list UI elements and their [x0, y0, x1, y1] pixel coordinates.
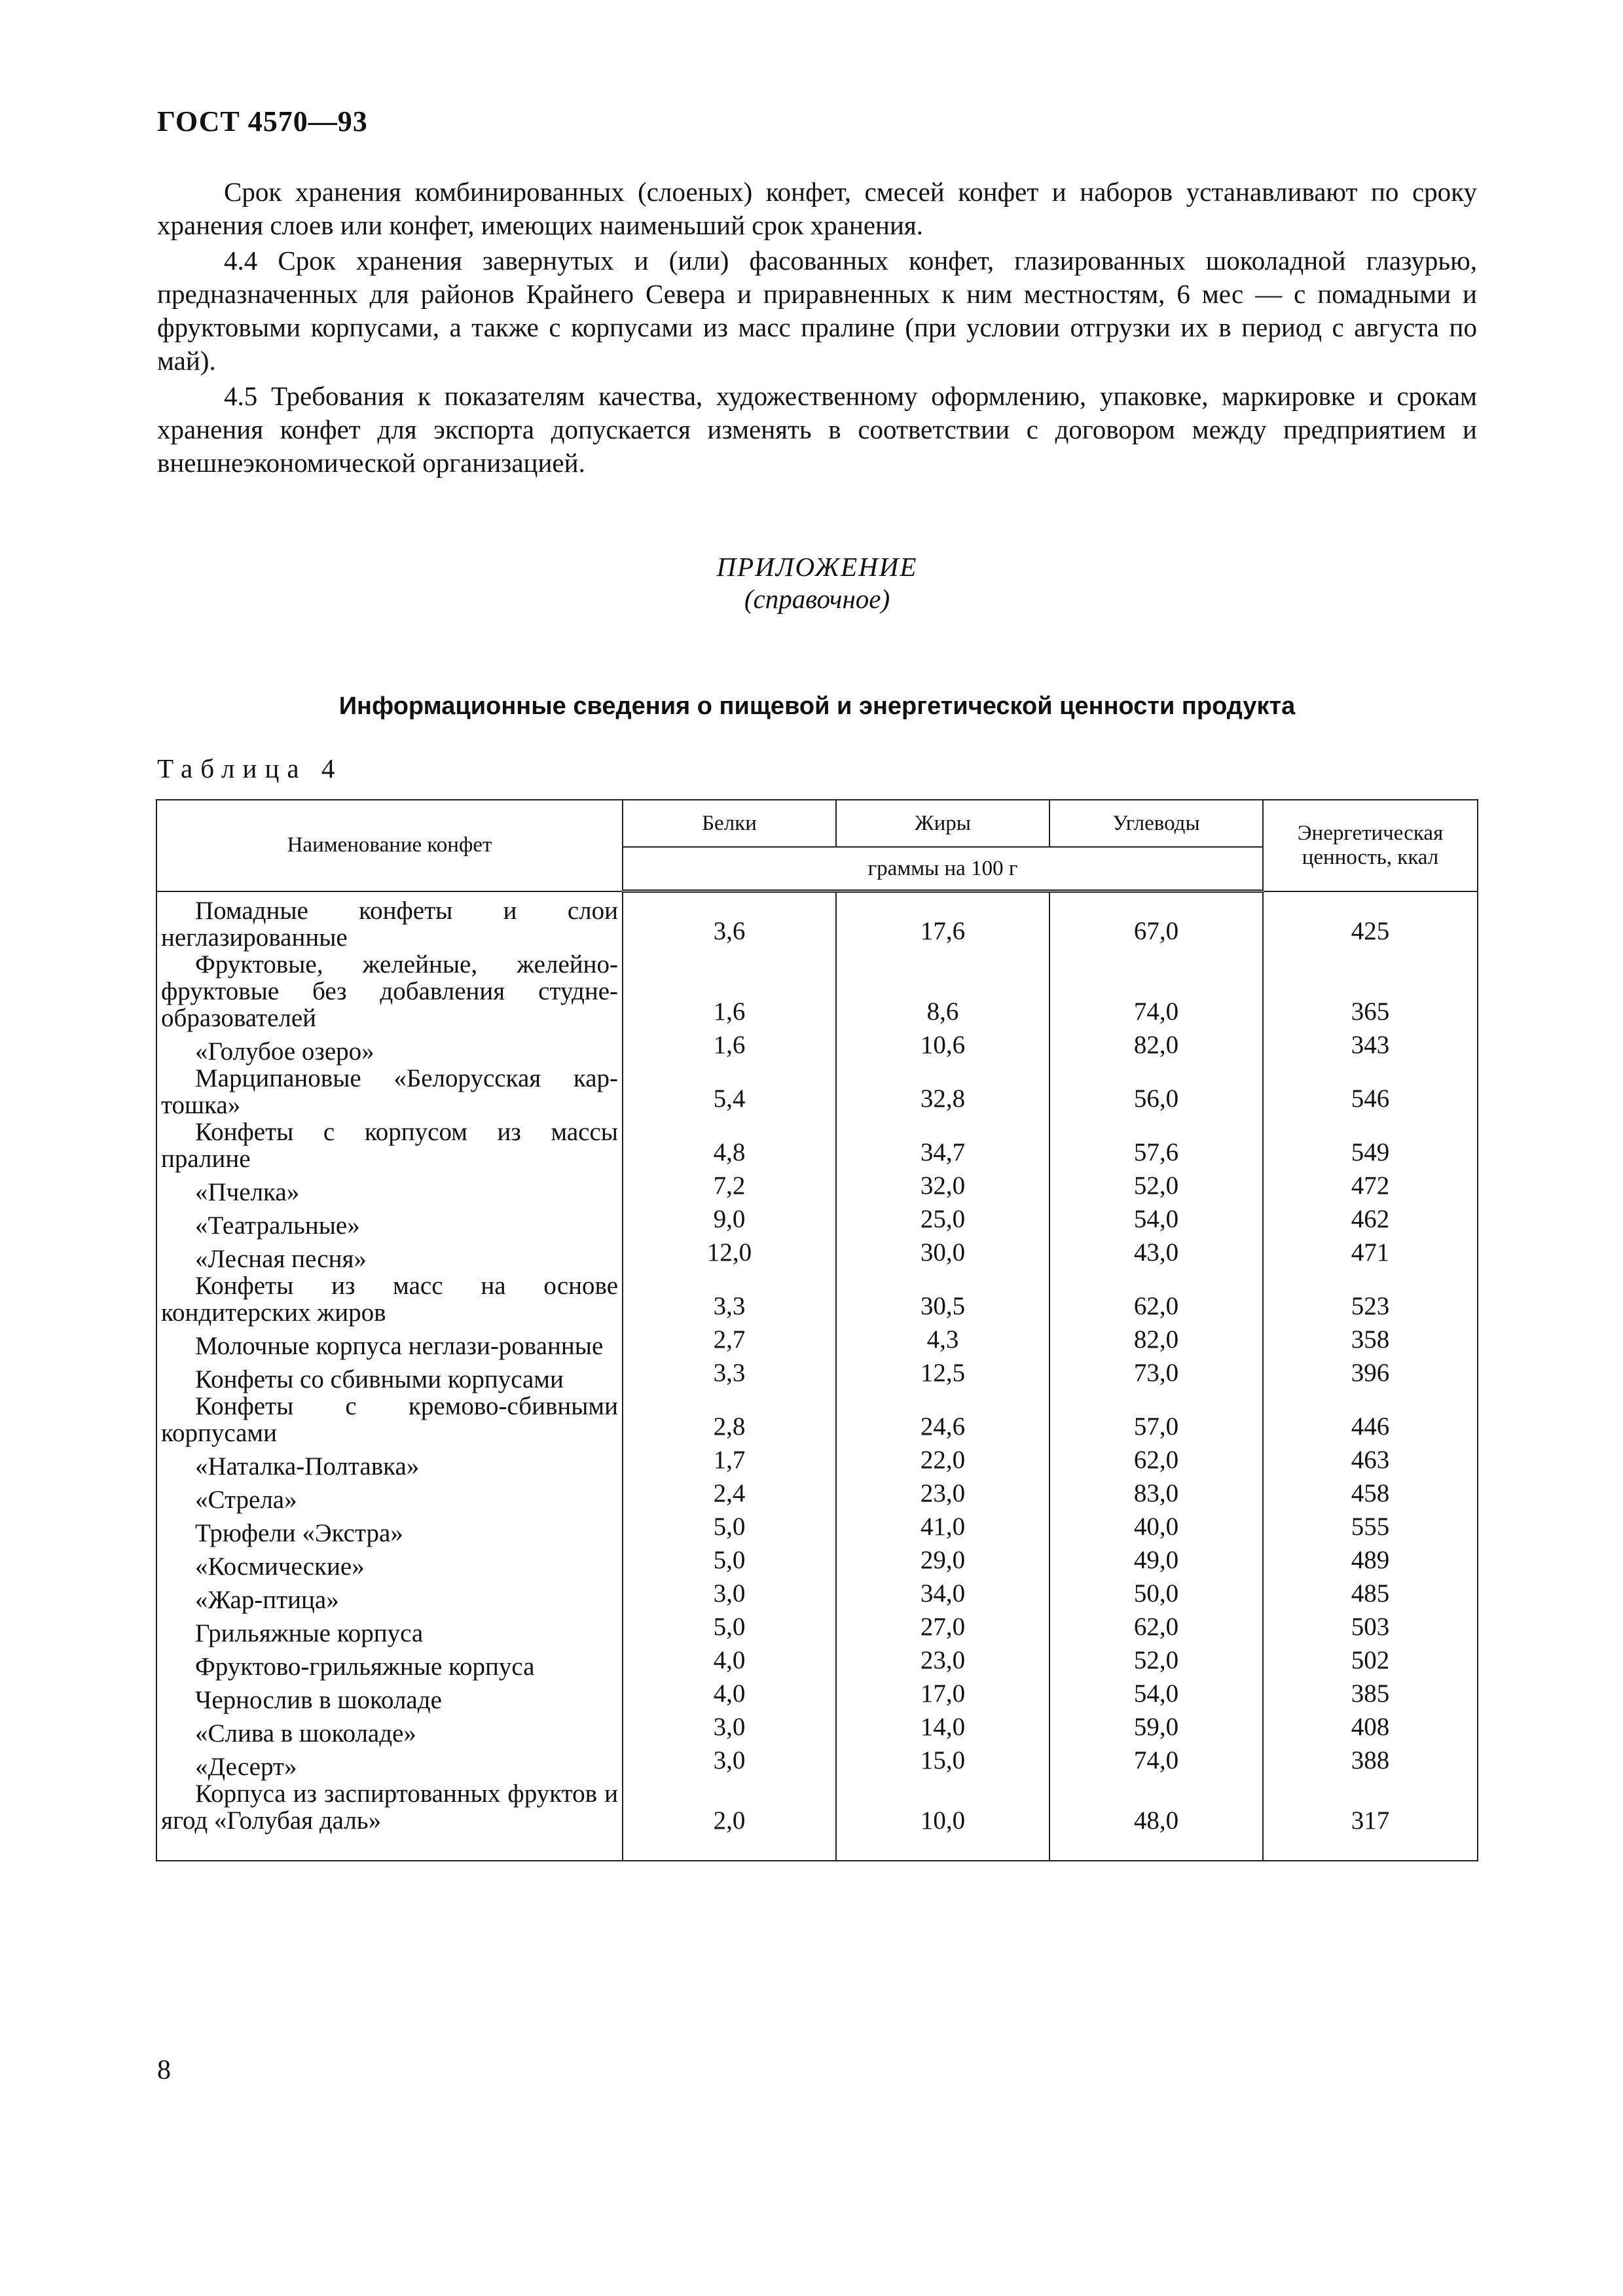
cell-protein: 3,0	[623, 1580, 836, 1613]
cell-fat: 34,7	[836, 1119, 1049, 1172]
cell-energy: 472	[1263, 1172, 1478, 1206]
cell-carbs: 48,0	[1049, 1780, 1263, 1861]
cell-protein: 7,2	[623, 1172, 836, 1206]
cell-protein: 2,7	[623, 1326, 836, 1359]
cell-fat: 22,0	[836, 1446, 1049, 1480]
page-number: 8	[157, 2055, 171, 2085]
cell-name: Корпуса из заспиртованных фруктов и ягод «Голубая даль»	[156, 1780, 623, 1861]
cell-name: «Лесная песня»	[156, 1239, 623, 1272]
header-energy: Энергетическая ценность, ккал	[1263, 800, 1478, 891]
cell-energy: 396	[1263, 1359, 1478, 1393]
cell-protein: 3,6	[623, 891, 836, 951]
cell-fat: 4,3	[836, 1326, 1049, 1359]
cell-name: «Голубое озеро»	[156, 1031, 623, 1065]
cell-name: Конфеты с кремово-сбивными корпусами	[156, 1393, 623, 1446]
table-row	[156, 1326, 1478, 1359]
header-fat: Жиры	[836, 800, 1049, 847]
cell-name: Конфеты с корпусом из массы пралине	[156, 1119, 623, 1172]
cell-fat: 30,0	[836, 1239, 1049, 1272]
cell-carbs: 57,6	[1049, 1119, 1263, 1172]
cell-fat: 14,0	[836, 1713, 1049, 1747]
cell-fat: 17,0	[836, 1680, 1049, 1713]
table-row	[156, 1272, 1478, 1326]
cell-fat: 10,6	[836, 1031, 1049, 1065]
cell-carbs: 62,0	[1049, 1272, 1263, 1326]
table-row	[156, 1780, 1478, 1861]
cell-fat: 25,0	[836, 1206, 1049, 1239]
cell-carbs: 40,0	[1049, 1513, 1263, 1547]
cell-energy: 549	[1263, 1119, 1478, 1172]
cell-carbs: 83,0	[1049, 1480, 1263, 1513]
cell-energy: 546	[1263, 1065, 1478, 1119]
header-carbs: Углеводы	[1049, 800, 1263, 847]
cell-fat: 41,0	[836, 1513, 1049, 1547]
cell-energy: 485	[1263, 1580, 1478, 1613]
cell-name: Марципановые «Белорусская кар-тошка»	[156, 1065, 623, 1119]
cell-carbs: 52,0	[1049, 1172, 1263, 1206]
cell-carbs: 82,0	[1049, 1031, 1263, 1065]
cell-carbs: 56,0	[1049, 1065, 1263, 1119]
cell-energy: 408	[1263, 1713, 1478, 1747]
nutrition-table	[156, 799, 1478, 1861]
appendix-title: ПРИЛОЖЕНИЕ	[716, 552, 918, 582]
cell-protein: 5,0	[623, 1613, 836, 1647]
cell-fat: 32,8	[836, 1065, 1049, 1119]
cell-energy: 425	[1263, 891, 1478, 951]
table-row	[156, 1119, 1478, 1172]
cell-name: «Слива в шоколаде»	[156, 1713, 623, 1747]
section-title: Информационные сведения о пищевой и энергетической ценности продукта	[338, 692, 1296, 720]
cell-carbs: 67,0	[1049, 891, 1263, 951]
cell-energy: 555	[1263, 1513, 1478, 1547]
cell-protein: 1,6	[623, 1031, 836, 1065]
cell-name: «Пчелка»	[156, 1172, 623, 1206]
cell-name: Фруктовые, желейные, желейно-фруктовые без добавления студне-образователей	[156, 951, 623, 1031]
table-row	[156, 1580, 1478, 1613]
cell-fat: 34,0	[836, 1580, 1049, 1613]
cell-energy: 489	[1263, 1547, 1478, 1580]
table-label: Таблица 4	[157, 753, 343, 783]
cell-energy: 358	[1263, 1326, 1478, 1359]
cell-protein: 9,0	[623, 1206, 836, 1239]
cell-protein: 4,8	[623, 1119, 836, 1172]
cell-fat: 23,0	[836, 1480, 1049, 1513]
cell-carbs: 62,0	[1049, 1446, 1263, 1480]
cell-carbs: 62,0	[1049, 1613, 1263, 1647]
cell-protein: 3,0	[623, 1713, 836, 1747]
cell-protein: 5,4	[623, 1065, 836, 1119]
cell-energy: 523	[1263, 1272, 1478, 1326]
paragraph: 4.5 Требования к показателям качества, художественному оформлению, упаковке, маркировке и срокам хранения конфет для экспорта допускается изменять в соответствии с договором между предприятием и внешнеэкономической организацией.	[157, 381, 1477, 478]
cell-carbs: 59,0	[1049, 1713, 1263, 1747]
cell-protein: 4,0	[623, 1680, 836, 1713]
cell-carbs: 50,0	[1049, 1580, 1263, 1613]
cell-energy: 503	[1263, 1613, 1478, 1647]
cell-name: Конфеты из масс на основе кондитерских жиров	[156, 1272, 623, 1326]
cell-carbs: 82,0	[1049, 1326, 1263, 1359]
table-row	[156, 1446, 1478, 1480]
paragraph: 4.4 Срок хранения завернутых и (или) фасованных конфет, глазированных шоколадной глазурью, предназначенных для районов Крайнего Севера и приравненных к ним местностям, 6 мес — с помадными и фруктовыми корпусами, а также с корпусами из масс пралине (при условии отгрузки их в период с августа по май).	[157, 245, 1477, 376]
cell-name: «Десерт»	[156, 1747, 623, 1780]
table-row	[156, 1480, 1478, 1513]
cell-carbs: 54,0	[1049, 1680, 1263, 1713]
cell-protein: 1,7	[623, 1446, 836, 1480]
cell-name: Чернослив в шоколаде	[156, 1680, 623, 1713]
cell-carbs: 57,0	[1049, 1393, 1263, 1446]
cell-energy: 462	[1263, 1206, 1478, 1239]
table-row	[156, 1547, 1478, 1580]
cell-fat: 29,0	[836, 1547, 1049, 1580]
table-row	[156, 1647, 1478, 1680]
cell-energy: 458	[1263, 1480, 1478, 1513]
header-name: Наименование конфет	[156, 800, 623, 891]
cell-fat: 15,0	[836, 1747, 1049, 1780]
cell-carbs: 74,0	[1049, 1747, 1263, 1780]
cell-energy: 385	[1263, 1680, 1478, 1713]
table-body	[156, 891, 1478, 1861]
cell-name: «Театральные»	[156, 1206, 623, 1239]
cell-protein: 12,0	[623, 1239, 836, 1272]
cell-fat: 10,0	[836, 1780, 1049, 1861]
table-row	[156, 1680, 1478, 1713]
cell-carbs: 43,0	[1049, 1239, 1263, 1272]
cell-protein: 2,4	[623, 1480, 836, 1513]
table-row	[156, 1065, 1478, 1119]
cell-protein: 3,3	[623, 1359, 836, 1393]
cell-protein: 1,6	[623, 951, 836, 1031]
cell-fat: 12,5	[836, 1359, 1049, 1393]
cell-carbs: 54,0	[1049, 1206, 1263, 1239]
cell-name: «Стрела»	[156, 1480, 623, 1513]
cell-fat: 17,6	[836, 891, 1049, 951]
cell-carbs: 52,0	[1049, 1647, 1263, 1680]
cell-protein: 5,0	[623, 1547, 836, 1580]
table-row	[156, 891, 1478, 951]
cell-fat: 27,0	[836, 1613, 1049, 1647]
cell-energy: 317	[1263, 1780, 1478, 1861]
cell-name: Помадные конфеты и слои неглазированные	[156, 891, 623, 951]
cell-energy: 446	[1263, 1393, 1478, 1446]
table-row	[156, 1359, 1478, 1393]
table-row	[156, 1713, 1478, 1747]
cell-energy: 388	[1263, 1747, 1478, 1780]
table-row	[156, 951, 1478, 1031]
cell-energy: 471	[1263, 1239, 1478, 1272]
cell-carbs: 49,0	[1049, 1547, 1263, 1580]
table-row	[156, 1747, 1478, 1780]
table-row	[156, 1613, 1478, 1647]
table-row	[156, 1206, 1478, 1239]
cell-name: Грильяжные корпуса	[156, 1613, 623, 1647]
cell-name: Трюфели «Экстра»	[156, 1513, 623, 1547]
cell-fat: 8,6	[836, 951, 1049, 1031]
cell-name: «Наталка-Полтавка»	[156, 1446, 623, 1480]
table-row	[156, 1513, 1478, 1547]
cell-protein: 5,0	[623, 1513, 836, 1547]
cell-protein: 3,3	[623, 1272, 836, 1326]
cell-energy: 343	[1263, 1031, 1478, 1065]
paragraph: Срок хранения комбинированных (слоеных) конфет, смесей конфет и наборов устанавливают по сроку хранения слоев или конфет, имеющих наименьший срок хранения.	[157, 177, 1477, 240]
cell-carbs: 73,0	[1049, 1359, 1263, 1393]
header-protein: Белки	[623, 800, 836, 847]
cell-protein: 2,0	[623, 1780, 836, 1861]
cell-energy: 365	[1263, 951, 1478, 1031]
cell-fat: 23,0	[836, 1647, 1049, 1680]
cell-protein: 2,8	[623, 1393, 836, 1446]
table-row	[156, 1031, 1478, 1065]
cell-name: «Космические»	[156, 1547, 623, 1580]
cell-energy: 463	[1263, 1446, 1478, 1480]
appendix-subtitle: (справочное)	[744, 584, 890, 614]
cell-carbs: 74,0	[1049, 951, 1263, 1031]
cell-name: Молочные корпуса неглази-рованные	[156, 1326, 623, 1359]
cell-fat: 24,6	[836, 1393, 1049, 1446]
cell-name: Фруктово-грильяжные корпуса	[156, 1647, 623, 1680]
table-row	[156, 1393, 1478, 1446]
table-row	[156, 1239, 1478, 1272]
cell-fat: 30,5	[836, 1272, 1049, 1326]
document-code: ГОСТ 4570—93	[157, 105, 368, 137]
cell-name: Конфеты со сбивными корпусами	[156, 1359, 623, 1393]
cell-protein: 3,0	[623, 1747, 836, 1780]
header-unit: граммы на 100 г	[623, 847, 1263, 891]
table-row	[156, 1172, 1478, 1206]
body-text	[157, 175, 1477, 480]
cell-energy: 502	[1263, 1647, 1478, 1680]
cell-name: «Жар-птица»	[156, 1580, 623, 1613]
cell-fat: 32,0	[836, 1172, 1049, 1206]
cell-protein: 4,0	[623, 1647, 836, 1680]
